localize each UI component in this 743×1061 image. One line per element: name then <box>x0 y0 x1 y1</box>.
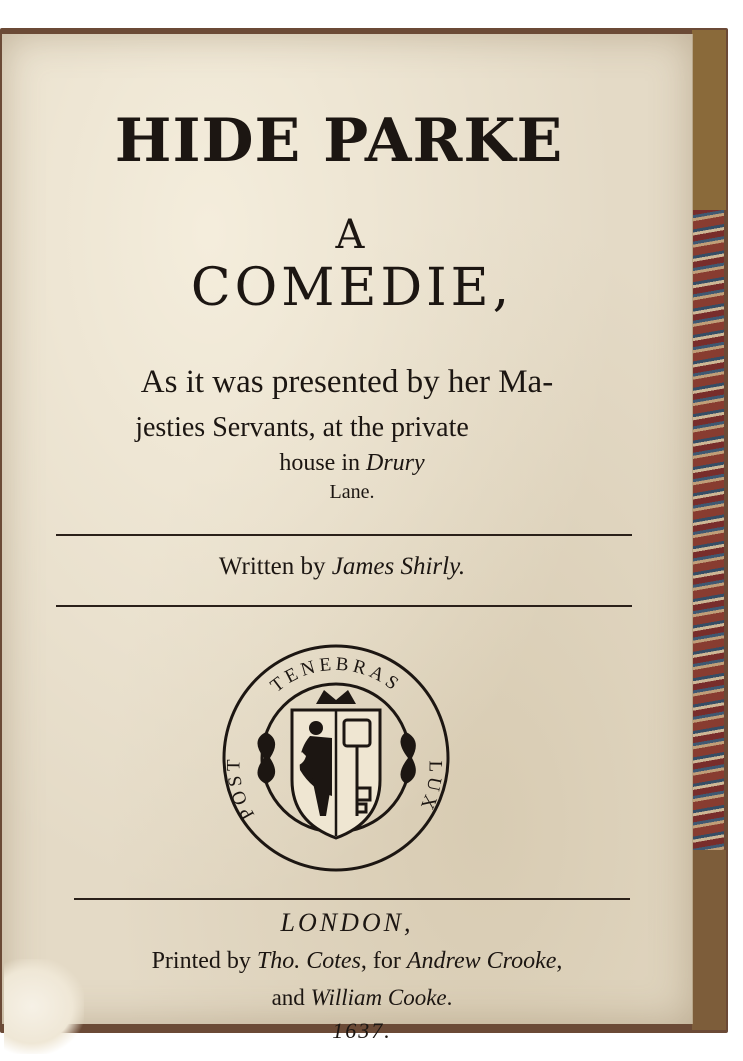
ornament-left-icon <box>257 732 275 784</box>
rule-middle <box>56 605 632 607</box>
imprint-for: , for <box>360 948 407 974</box>
imprint-and-line <box>2 985 722 1011</box>
author-name: James Shirly. <box>331 553 466 580</box>
crown-icon <box>316 690 356 704</box>
imprint-year: 1637. <box>332 1018 392 1043</box>
ornament-right-icon <box>400 732 415 784</box>
printers-device-eagle-and-key-icon <box>220 640 452 876</box>
imprint-period: . <box>446 985 453 1010</box>
subtitle-line-3 <box>2 450 702 477</box>
subtitle-drury: Drury <box>366 450 425 476</box>
imprint-city: LONDON, <box>280 908 414 937</box>
page-leaf <box>2 34 693 1043</box>
author-prefix: Written by <box>218 553 332 580</box>
imprint-and: and <box>271 985 311 1010</box>
marbled-endpaper <box>688 210 724 850</box>
title-hide-parke: HIDE PARKE <box>114 106 564 176</box>
imprint-comma: , <box>556 948 563 974</box>
author-line <box>2 553 682 581</box>
title-a: A <box>335 212 365 258</box>
imprint-printer: Tho. Cotes <box>256 948 361 974</box>
subtitle-line-3-prefix: house in <box>279 450 366 476</box>
title-comedie: COMEDIE, <box>190 258 514 318</box>
imprint-bookseller-1: Andrew Crooke <box>406 948 557 974</box>
motto-tenebras: TENEBRAS <box>266 653 406 697</box>
motto-lux: LUX <box>414 760 446 817</box>
rule-bottom <box>74 898 630 900</box>
cover-edge-top <box>692 30 726 210</box>
imprint-bookseller-2: William Cooke <box>310 985 447 1010</box>
motto-post: POST <box>223 755 260 823</box>
subtitle-line-4: Lane. <box>329 481 375 503</box>
imprint-printed-prefix: Printed by <box>151 948 257 974</box>
rule-top <box>56 534 632 536</box>
subtitle-line-1: As it was presented by her Ma- <box>140 364 554 400</box>
imprint-printed-line <box>2 948 712 975</box>
subtitle-line-2: jesties Servants, at the private <box>135 412 469 443</box>
